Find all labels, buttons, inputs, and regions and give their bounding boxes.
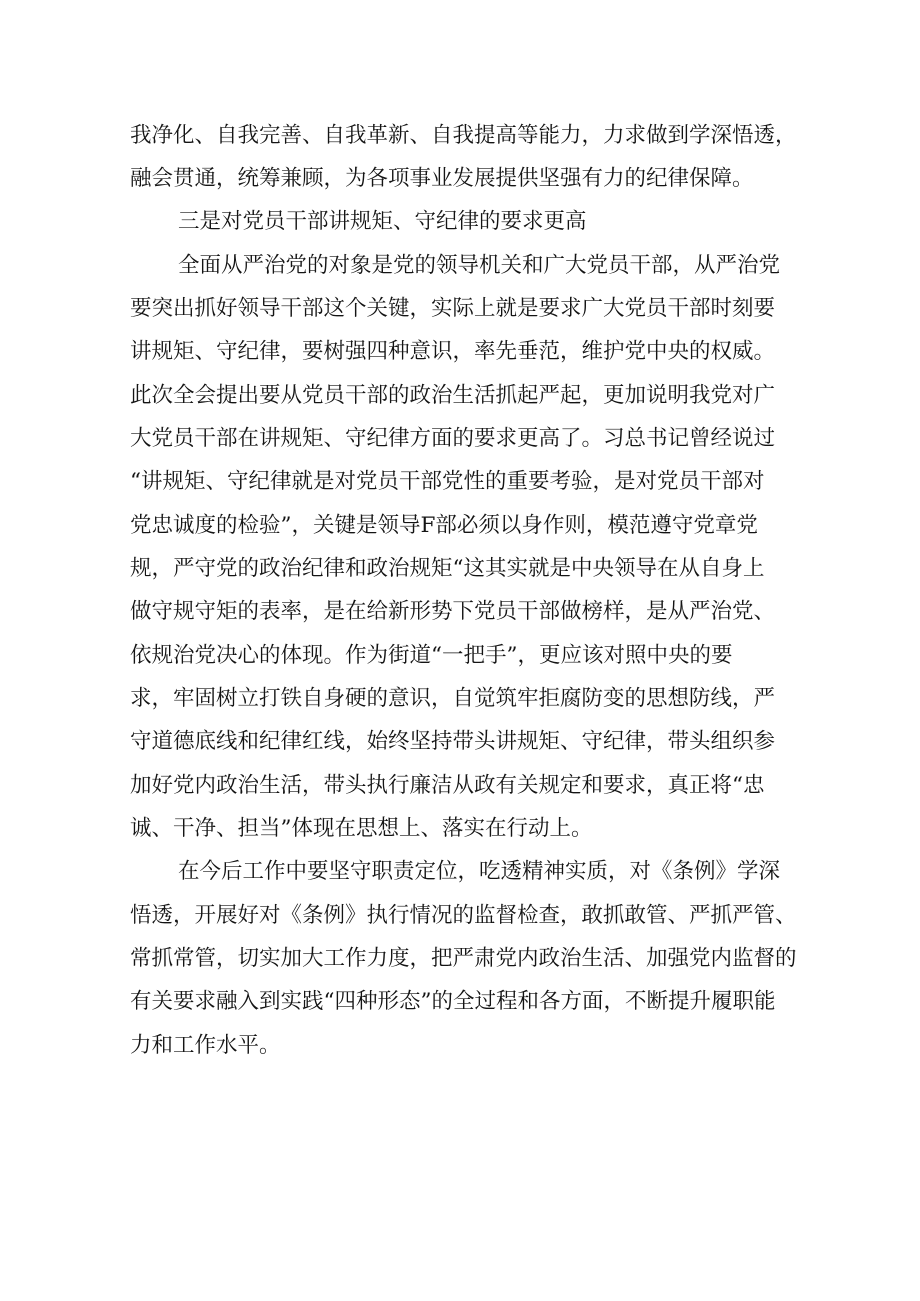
text-line: 常抓常管，切实加大工作力度，把严肃党内政治生活、加强党内监督的 — [130, 946, 797, 971]
text-line: 依规治党决心的体现。作为街道“一把手”，更应该对照中央的要 — [130, 643, 733, 668]
text-line: 全面从严治党的对象是党的领导机关和广大党员干部，从严治党 — [178, 253, 781, 278]
text-line: 在今后工作中要坚守职责定位，吃透精神实质，对《条例》学深 — [178, 859, 781, 884]
text-line: 悟透，开展好对《条例》执行情况的监督检查，敢抓敢管、严抓严管、 — [130, 903, 797, 928]
text-line: 有关要求融入到实践“四种形态”的全过程和各方面，不断提升履职能 — [130, 989, 776, 1014]
text-line: “讲规矩、守纪律就是对党员干部党性的重要考验，是对党员干部对 — [130, 469, 765, 494]
text-line: 融会贯通，统筹兼顾，为各项事业发展提供坚强有力的纪律保障。 — [130, 166, 754, 191]
text-line: 求，牢固树立打铁自身硬的意识，自觉筑牢拒腐防变的思想防线，严 — [130, 686, 776, 711]
text-line: 加好党内政治生活，带头执行廉洁从政有关规定和要求，真正将“忠 — [130, 773, 765, 798]
text-line: 大党员干部在讲规矩、守纪律方面的要求更高了。习总书记曾经说过 — [130, 426, 776, 451]
text-line: 力和工作水平。 — [130, 1033, 281, 1058]
text-line: 守道德底线和纪律红线，始终坚持带头讲规矩、守纪律，带头组织参 — [130, 729, 776, 754]
text-line: 党忠诚度的检验”，关键是领导F部必须以身作则，模范遵守党章党 — [130, 513, 758, 538]
text-line: 我净化、自我完善、自我革新、自我提高等能力，力求做到学深悟透， — [130, 123, 797, 148]
text-line: 此次全会提出要从党员干部的政治生活抓起严起，更加说明我党对广 — [130, 383, 776, 408]
text-line: 要突出抓好领导干部这个关键，实际上就是要求广大党员干部时刻要 — [130, 296, 776, 321]
text-line: 做守规守矩的表率，是在给新形势下党员干部做榜样，是从严治党、 — [130, 599, 776, 624]
text-line: 讲规矩、守纪律，要树强四种意识，率先垂范，维护党中央的权威。 — [130, 339, 776, 364]
text-line: 规，严守党的政治纪律和政治规矩“这其实就是中央领导在从自身上 — [130, 556, 765, 581]
section-heading: 三是对党员干部讲规矩、守纪律的要求更高 — [178, 209, 587, 234]
text-line: 诚、干净、担当”体现在思想上、落实在行动上。 — [130, 816, 593, 841]
